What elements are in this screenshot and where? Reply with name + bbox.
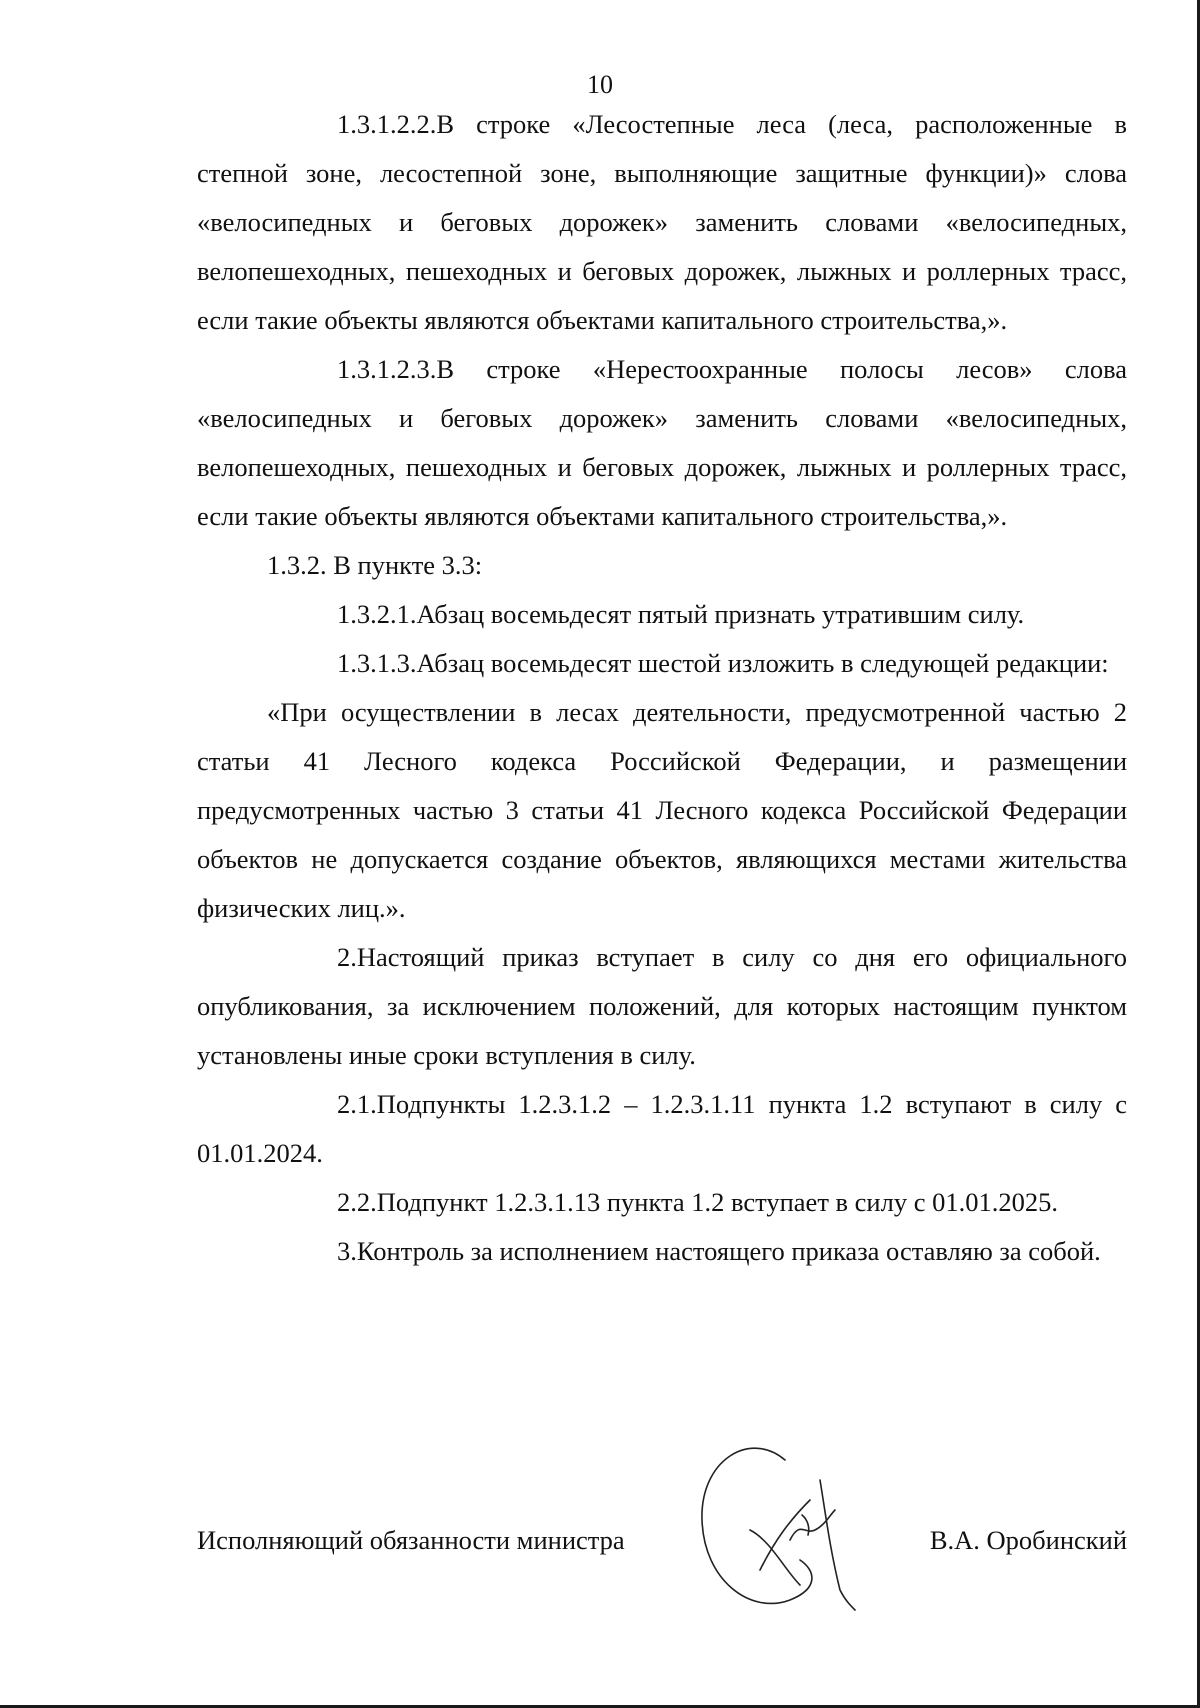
paragraph-number: 1.3.1.3. bbox=[337, 648, 417, 678]
paragraph-1-3-2-1 bbox=[197, 590, 1127, 639]
paragraph-2 bbox=[197, 933, 1127, 1080]
paragraph-text: В строке «Лесостепные леса (леса, расположенные в степной зоне, лесостепной зоне, выполняющие защитные функции)» слова «велосипедных и беговых дорожек» заменить словами «велосипедных, велопешеходных, пешеходных и беговых дорожек, лыжных и роллерных трасс, если такие объекты являются объектами капитального строительства,». bbox=[197, 109, 1127, 335]
paragraph-text: 1.3.2. В пункте 3.3: bbox=[267, 550, 483, 580]
paragraph-number: 2.2. bbox=[337, 1187, 377, 1217]
paragraph-number: 1.3.1.2.2. bbox=[337, 109, 437, 139]
paragraph-text: Контроль за исполнением настоящего приказа оставляю за собой. bbox=[356, 1236, 1101, 1266]
paragraph-number: 2.1. bbox=[337, 1089, 377, 1119]
paragraph-number: 1.3.2.1. bbox=[337, 599, 417, 629]
paragraph-number: 3. bbox=[337, 1236, 357, 1266]
signatory-position: Исполняющий обязанности министра bbox=[197, 1525, 625, 1555]
paragraph-text: Абзац восемьдесят шестой изложить в следующей редакции: bbox=[416, 648, 1109, 678]
quoted-paragraph bbox=[197, 688, 1127, 933]
paragraph-2-2 bbox=[197, 1178, 1127, 1227]
paragraph-2-1 bbox=[197, 1080, 1127, 1178]
paragraph-text: Подпункт 1.2.3.1.13 пункта 1.2 вступает в силу с 01.01.2025. bbox=[376, 1187, 1058, 1217]
paragraph-number: 2. bbox=[337, 942, 357, 972]
paragraph-1-3-1-2-3 bbox=[197, 345, 1127, 541]
paragraph-text: «При осуществлении в лесах деятельности, предусмотренной частью 2 статьи 41 Лесного кодекса Российской Федерации, и размещении предусмотренных частью 3 статьи 41 Лесного кодекса Российской Федерации объектов не допускается создание объектов, являющихся местами жительства физических лиц.». bbox=[197, 697, 1127, 923]
paragraph-text: Абзац восемьдесят пятый признать утратившим силу. bbox=[416, 599, 1025, 629]
handwritten-signature bbox=[690, 1420, 920, 1620]
paragraph-number: 1.3.1.2.3. bbox=[337, 354, 437, 384]
signatory-name: В.А. Оробинский bbox=[929, 1525, 1127, 1555]
paragraph-text: В строке «Нерестоохранные полосы лесов» слова «велосипедных и беговых дорожек» заменить словами «велосипедных, велопешеходных, пешеходных и беговых дорожек, лыжных и роллерных трасс, если такие объекты являются объектами капитального строительства,». bbox=[197, 354, 1127, 531]
paragraph-text: Настоящий приказ вступает в силу со дня его официального опубликования, за исключением положений, для которых настоящим пунктом установлены иные сроки вступления в силу. bbox=[197, 942, 1127, 1070]
paragraph-1-3-1-2-2 bbox=[197, 100, 1127, 345]
document-body bbox=[197, 100, 1127, 1276]
paragraph-1-3-2 bbox=[197, 541, 1127, 590]
paragraph-text: Подпункты 1.2.3.1.2 – 1.2.3.1.11 пункта 1.2 вступают в силу с 01.01.2024. bbox=[197, 1089, 1127, 1168]
paragraph-1-3-1-3 bbox=[197, 639, 1127, 688]
page-number: 10 bbox=[587, 70, 613, 99]
paragraph-3 bbox=[197, 1227, 1127, 1276]
